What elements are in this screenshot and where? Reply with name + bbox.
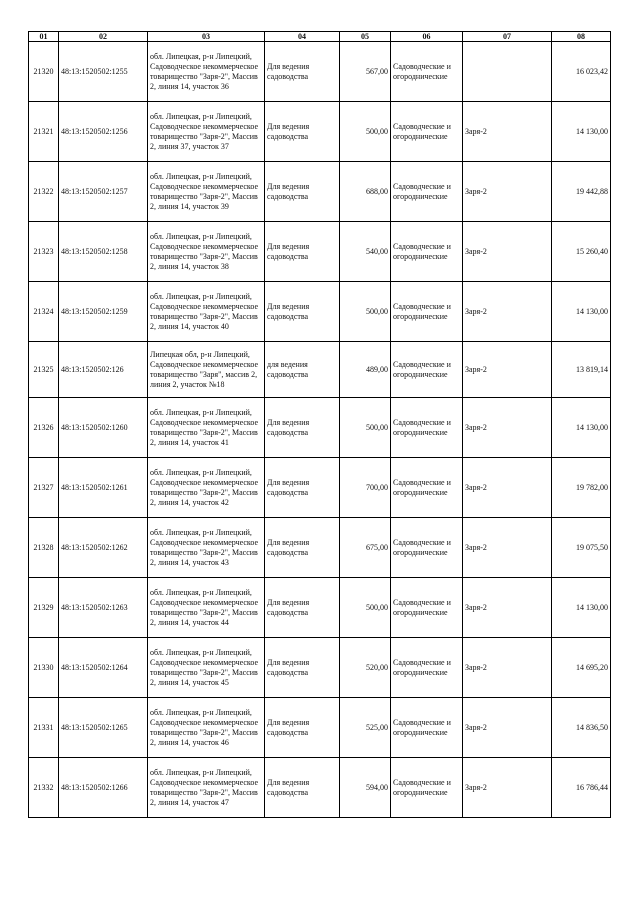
column-header: 07	[463, 32, 552, 42]
cadastral-value: 19 075,50	[552, 518, 611, 578]
address: обл. Липецкая, р-н Липецкий, Садоводческое некоммерческое товарищество "Заря-2", Массив 2, линия 14, участок 45	[148, 638, 265, 698]
table-row	[29, 458, 611, 518]
table-header-row	[29, 32, 611, 42]
column-header: 03	[148, 32, 265, 42]
permitted-use: Для ведения садоводства	[265, 162, 340, 222]
table-row	[29, 102, 611, 162]
zone: Заря-2	[463, 102, 552, 162]
permitted-use: Для ведения садоводства	[265, 222, 340, 282]
cadastral-number: 48:13:1520502:1266	[59, 758, 148, 818]
area: 540,00	[340, 222, 391, 282]
cadastral-value: 14 695,20	[552, 638, 611, 698]
table-row	[29, 638, 611, 698]
column-header: 02	[59, 32, 148, 42]
address: обл. Липецкая, р-н Липецкий, Садоводческое некоммерческое товарищество "Заря-2", Массив 2, линия 14, участок 42	[148, 458, 265, 518]
cadastral-value: 14 130,00	[552, 102, 611, 162]
row-number: 21324	[29, 282, 59, 342]
land-plots-table	[28, 31, 611, 818]
cadastral-value: 15 260,40	[552, 222, 611, 282]
cadastral-number: 48:13:1520502:1262	[59, 518, 148, 578]
row-number: 21331	[29, 698, 59, 758]
address: обл. Липецкая, р-н Липецкий, Садоводческое некоммерческое товарищество "Заря-2", Массив 2, линия 14, участок 36	[148, 42, 265, 102]
table-row	[29, 698, 611, 758]
row-number: 21323	[29, 222, 59, 282]
row-number: 21329	[29, 578, 59, 638]
table-row	[29, 758, 611, 818]
row-number: 21332	[29, 758, 59, 818]
cadastral-value: 16 786,44	[552, 758, 611, 818]
table-row	[29, 398, 611, 458]
row-number: 21321	[29, 102, 59, 162]
column-header: 08	[552, 32, 611, 42]
zone: Заря-2	[463, 458, 552, 518]
permitted-use: Для ведения садоводства	[265, 458, 340, 518]
category: Садоводческие и огороднические	[391, 398, 463, 458]
cadastral-number: 48:13:1520502:1259	[59, 282, 148, 342]
category: Садоводческие и огороднические	[391, 42, 463, 102]
address: обл. Липецкая, р-н Липецкий, Садоводческое некоммерческое товарищество "Заря-2", Массив 2, линия 14, участок 47	[148, 758, 265, 818]
zone: Заря-2	[463, 162, 552, 222]
cadastral-value: 14 130,00	[552, 578, 611, 638]
cadastral-value: 19 442,88	[552, 162, 611, 222]
address: обл. Липецкая, р-н Липецкий, Садоводческое некоммерческое товарищество "Заря-2", Массив 2, линия 37, участок 37	[148, 102, 265, 162]
area: 500,00	[340, 282, 391, 342]
table-row	[29, 162, 611, 222]
permitted-use: Для ведения садоводства	[265, 102, 340, 162]
cadastral-value: 13 819,14	[552, 342, 611, 398]
category: Садоводческие и огороднические	[391, 638, 463, 698]
address: обл. Липецкая, р-н Липецкий, Садоводческое некоммерческое товарищество "Заря-2", Массив 2, линия 14, участок 41	[148, 398, 265, 458]
column-header: 04	[265, 32, 340, 42]
zone: Заря-2	[463, 698, 552, 758]
zone: Заря-2	[463, 518, 552, 578]
area: 500,00	[340, 578, 391, 638]
column-header: 06	[391, 32, 463, 42]
address: Липецкая обл, р-н Липецкий, Садоводческое некоммерческое товарищество "Заря", массив 2, линия 2, участок №18	[148, 342, 265, 398]
table-row	[29, 342, 611, 398]
address: обл. Липецкая, р-н Липецкий, Садоводческое некоммерческое товарищество "Заря-2", Массив 2, линия 14, участок 43	[148, 518, 265, 578]
address: обл. Липецкая, р-н Липецкий, Садоводческое некоммерческое товарищество "Заря-2", Массив 2, линия 14, участок 40	[148, 282, 265, 342]
cadastral-value: 14 836,50	[552, 698, 611, 758]
zone: Заря-2	[463, 222, 552, 282]
cadastral-value: 19 782,00	[552, 458, 611, 518]
cadastral-number: 48:13:1520502:1264	[59, 638, 148, 698]
zone	[463, 42, 552, 102]
cadastral-value: 16 023,42	[552, 42, 611, 102]
row-number: 21327	[29, 458, 59, 518]
category: Садоводческие и огороднические	[391, 518, 463, 578]
area: 594,00	[340, 758, 391, 818]
category: Садоводческие и огороднические	[391, 578, 463, 638]
table-row	[29, 578, 611, 638]
area: 567,00	[340, 42, 391, 102]
area: 500,00	[340, 398, 391, 458]
cadastral-number: 48:13:1520502:1257	[59, 162, 148, 222]
area: 525,00	[340, 698, 391, 758]
permitted-use: Для ведения садоводства	[265, 758, 340, 818]
table-row	[29, 42, 611, 102]
permitted-use: Для ведения садоводства	[265, 282, 340, 342]
zone: Заря-2	[463, 282, 552, 342]
cadastral-number: 48:13:1520502:1255	[59, 42, 148, 102]
row-number: 21322	[29, 162, 59, 222]
area: 700,00	[340, 458, 391, 518]
area: 688,00	[340, 162, 391, 222]
category: Садоводческие и огороднические	[391, 222, 463, 282]
permitted-use: для ведения садоводства	[265, 342, 340, 398]
zone: Заря-2	[463, 638, 552, 698]
cadastral-number: 48:13:1520502:1265	[59, 698, 148, 758]
cadastral-value: 14 130,00	[552, 398, 611, 458]
cadastral-number: 48:13:1520502:1261	[59, 458, 148, 518]
table-row	[29, 222, 611, 282]
category: Садоводческие и огороднические	[391, 102, 463, 162]
column-header: 01	[29, 32, 59, 42]
category: Садоводческие и огороднические	[391, 282, 463, 342]
address: обл. Липецкая, р-н Липецкий, Садоводческое некоммерческое товарищество "Заря-2", Массив 2, линия 14, участок 44	[148, 578, 265, 638]
category: Садоводческие и огороднические	[391, 758, 463, 818]
table-row	[29, 282, 611, 342]
permitted-use: Для ведения садоводства	[265, 578, 340, 638]
permitted-use: Для ведения садоводства	[265, 518, 340, 578]
area: 500,00	[340, 102, 391, 162]
row-number: 21330	[29, 638, 59, 698]
permitted-use: Для ведения садоводства	[265, 698, 340, 758]
address: обл. Липецкая, р-н Липецкий, Садоводческое некоммерческое товарищество "Заря-2", Массив 2, линия 14, участок 38	[148, 222, 265, 282]
row-number: 21328	[29, 518, 59, 578]
cadastral-number: 48:13:1520502:1258	[59, 222, 148, 282]
zone: Заря-2	[463, 758, 552, 818]
area: 520,00	[340, 638, 391, 698]
cadastral-number: 48:13:1520502:1263	[59, 578, 148, 638]
cadastral-number: 48:13:1520502:1260	[59, 398, 148, 458]
table-row	[29, 518, 611, 578]
category: Садоводческие и огороднические	[391, 342, 463, 398]
category: Садоводческие и огороднические	[391, 698, 463, 758]
area: 675,00	[340, 518, 391, 578]
column-header: 05	[340, 32, 391, 42]
address: обл. Липецкая, р-н Липецкий, Садоводческое некоммерческое товарищество "Заря-2", Массив 2, линия 14, участок 46	[148, 698, 265, 758]
cadastral-number: 48:13:1520502:1256	[59, 102, 148, 162]
row-number: 21326	[29, 398, 59, 458]
cadastral-number: 48:13:1520502:126	[59, 342, 148, 398]
permitted-use: Для ведения садоводства	[265, 398, 340, 458]
zone: Заря-2	[463, 398, 552, 458]
category: Садоводческие и огороднические	[391, 162, 463, 222]
permitted-use: Для ведения садоводства	[265, 638, 340, 698]
category: Садоводческие и огороднические	[391, 458, 463, 518]
zone: Заря-2	[463, 342, 552, 398]
zone: Заря-2	[463, 578, 552, 638]
permitted-use: Для ведения садоводства	[265, 42, 340, 102]
area: 489,00	[340, 342, 391, 398]
address: обл. Липецкая, р-н Липецкий, Садоводческое некоммерческое товарищество "Заря-2", Массив 2, линия 14, участок 39	[148, 162, 265, 222]
cadastral-value: 14 130,00	[552, 282, 611, 342]
row-number: 21320	[29, 42, 59, 102]
row-number: 21325	[29, 342, 59, 398]
